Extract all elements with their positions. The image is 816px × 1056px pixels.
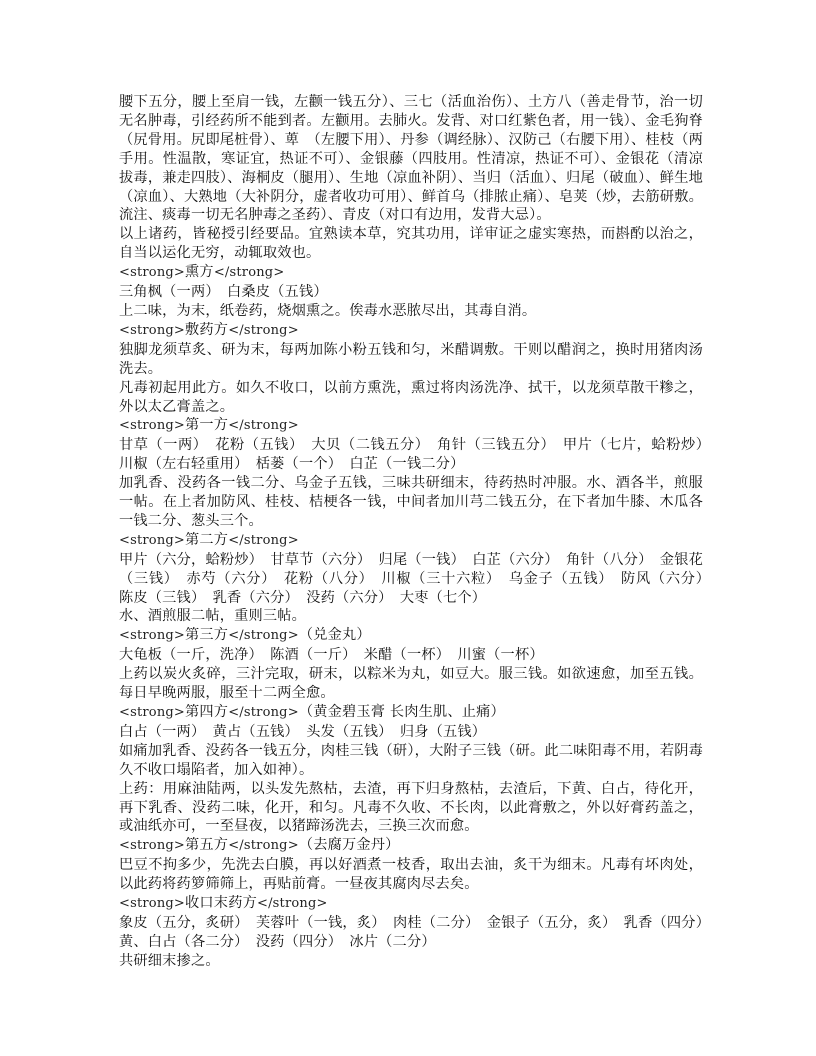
section-heading-fourth-formula (119, 703, 703, 723)
paragraph-instructions: 如痛加乳香、没药各一钱五分，肉桂三钱（研），大附子三钱（研。此二味阳毒不用，若阴毒久不收口塌陷者，加入如神）。 (119, 742, 703, 778)
heading-title: 敷药方 (185, 321, 229, 338)
strong-close-tag: </strong> (228, 322, 299, 338)
strong-open-tag: <strong> (119, 265, 186, 281)
paragraph-instructions: 共研细末掺之。 (119, 952, 220, 969)
heading-subtitle: （去腐万金丹） (298, 837, 400, 854)
section-heading-fifth-formula (119, 836, 703, 856)
heading-title: 熏方 (185, 264, 214, 281)
strong-open-tag: <strong> (119, 838, 186, 854)
section-heading-first-formula (119, 416, 703, 436)
paragraph-instructions: 水、酒煎服二帖，重则三帖。 (119, 608, 307, 625)
paragraph-instructions: 上二味，为末，纸卷药，烧烟熏之。俟毒水恶脓尽出，其毒自消。 (119, 302, 537, 319)
section-heading-xunfang (119, 263, 703, 283)
strong-close-tag: </strong> (256, 896, 328, 912)
paragraph-instructions: 凡毒初起用此方。如久不收口，以前方熏洗，熏过将肉汤洗净、拭干，以龙须草散干糁之，外以太乙膏盖之。 (119, 379, 703, 415)
section-heading-fuyaofang (119, 321, 703, 341)
heading-title: 第一方 (185, 417, 229, 434)
strong-close-tag: </strong> (213, 265, 285, 281)
paragraph-ingredients: 三角枫（一两） 白桑皮（五钱） (119, 284, 328, 301)
heading-title: 第四方 (185, 704, 229, 720)
paragraph-ingredients: 象皮（五分，炙研） 芙蓉叶（一钱，炙） 肉桂（二分） 金银子（五分，炙） 乳香（四分） 黄、白占（各二分） 没药（四分） 冰片（二分） (119, 914, 718, 950)
paragraph-instructions: 巴豆不拘多少，先洗去白膜，再以好酒煮一枝香，取出去油，炙干为细末。凡毒有坏肉处，以此药将药箩筛筛上，再贴前膏。一昼夜其腐肉尽去矣。 (119, 857, 703, 893)
paragraph-herb-list: 腰下五分，腰上至肩一钱，左颧一钱五分）、三七（活血治伤）、土方八（善走骨节，治一切无名肿毒，引经药所不能到者。左颧用。去肺火。发背、对口红紫色者，用一钱）、金毛狗脊（尻骨用。尻即尾桩骨）、萆 （左腰下用）、丹参（调经脉）、汉防己（右腰下用）、桂枝（两手用。性温散，寒证宜，热证不可）、金银藤（四肢用。性清凉，热证不可）、金银花（清凉拔毒，兼走四肢）、海桐皮（腿用）、生地（凉血补阴）、当归（活血）、归尾（破血）、鲜生地（凉血）、大熟地（大补阴分，虚者收功可用）、鲜首乌（排脓止痛）、皂荚（炒，去筋研敷。流注、痰毒一切无名肿毒之圣药）、青皮（对口有边用，发背大忌）。 (119, 94, 703, 224)
paragraph-ingredients: 大龟板（一斤，洗净） 陈酒（一斤） 米醋（一杯） 川蜜（一杯） (119, 647, 544, 664)
heading-title: 第五方 (185, 837, 229, 854)
heading-title: 收口末药方 (185, 895, 257, 912)
paragraph-ingredients: 白占（一两） 黄占（五钱） 头发（五钱） 归身（五钱） (119, 723, 487, 740)
strong-close-tag: </strong> (228, 628, 299, 644)
document-page (119, 93, 718, 971)
paragraph-instructions: 独脚龙须草炙、研为末，每两加陈小粉五钱和匀，米醋调敷。干则以醋润之，换时用猪肉汤洗去。 (119, 341, 703, 377)
paragraph-instructions: 上药以炭火炙碎，三汁完取，研末，以粽米为丸，如豆大。服三钱。如欲速愈，加至五钱。每日早晚两服，服至十二两全愈。 (119, 666, 703, 702)
strong-open-tag: <strong> (119, 322, 186, 338)
strong-close-tag: </strong> (228, 705, 299, 720)
paragraph-ingredients: 甲片（六分，蛤粉炒） 甘草节（六分） 归尾（一钱） 白芷（六分） 角针（八分） 金银花（三钱） 赤芍（六分） 花粉（八分） 川椒（三十六粒） 乌金子（五钱） 防风（六分） 陈皮（三钱） 乳香（六分） 没药（六分） 大枣（七个） (119, 551, 718, 606)
strong-close-tag: </strong> (228, 418, 299, 434)
strong-open-tag: <strong> (119, 532, 186, 548)
paragraph-summary: 以上诸药，皆秘授引经要品。宜熟读本草，究其功用，详审证之虚实寒热，而斟酌以治之，自当以运化无穷，动辄取效也。 (119, 226, 703, 262)
heading-subtitle: （兑金丸） (298, 627, 371, 644)
paragraph-instructions: 加乳香、没药各一钱二分、乌金子五钱，三味共研细末，待药热时冲服。水、酒各半，煎服一帖。在上者加防风、桂枝、桔梗各一钱，中间者加川芎二钱五分，在下者加牛膝、木瓜各一钱二分、葱头三个。 (119, 475, 703, 529)
strong-open-tag: <strong> (119, 705, 186, 720)
strong-open-tag: <strong> (119, 418, 186, 434)
heading-title: 第三方 (185, 627, 229, 644)
heading-subtitle: （黄金碧玉膏 长肉生肌、止痛） (298, 704, 505, 720)
section-heading-closing-powder (119, 894, 703, 914)
strong-close-tag: </strong> (228, 838, 299, 854)
strong-open-tag: <strong> (119, 896, 186, 912)
strong-open-tag: <strong> (119, 628, 186, 644)
heading-title: 第二方 (185, 531, 229, 548)
section-heading-second-formula (119, 531, 703, 551)
section-heading-third-formula (119, 626, 703, 646)
strong-close-tag: </strong> (228, 532, 299, 548)
paragraph-ingredients: 甘草（一两） 花粉（五钱） 大贝（二钱五分） 角针（三钱五分） 甲片（七片，蛤粉炒） 川椒（左右轻重用） 栝蒌（一个） 白芷（一钱二分） (119, 437, 718, 473)
paragraph-instructions: 上药：用麻油陆两，以头发先熬枯，去渣，再下归身熬枯，去渣后，下黄、白占，待化开，再下乳香、没药二味，化开，和匀。凡毒不久收、不长肉，以此膏敷之，外以好膏药盖之，或油纸亦可，一至昼夜，以猪蹄汤洗去，三换三次而愈。 (119, 780, 703, 835)
